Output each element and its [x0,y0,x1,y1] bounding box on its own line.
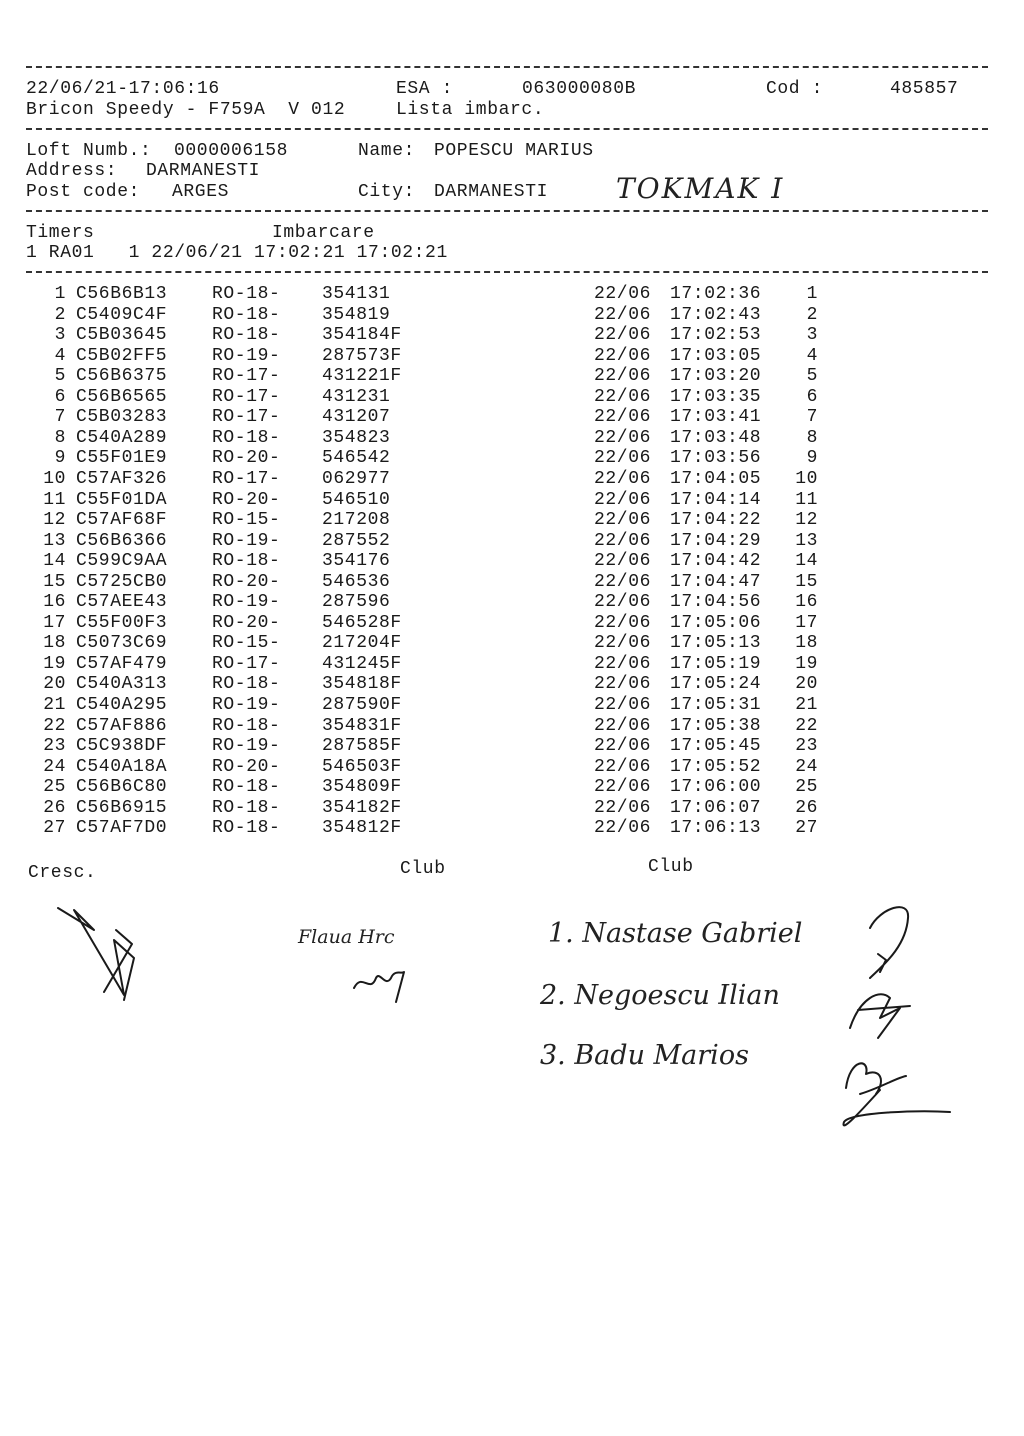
loft-label: Loft Numb.: [26,141,152,161]
chip-id: C57AF7D0 [76,818,168,839]
arrival-time: 17:06:13 [670,818,762,839]
position: 17 [795,612,818,633]
arrival-date: 22/06 [594,407,652,428]
position: 6 [806,386,818,407]
row-number: 27 [43,818,66,839]
row-number: 2 [54,304,66,325]
chip-id: C5073C69 [76,633,168,654]
arrival-date: 22/06 [594,715,652,736]
chip-id: C540A289 [76,427,168,448]
ring-number: 546536 [322,571,391,592]
device-info: Bricon Speedy - F759A V 012 [26,100,346,120]
chip-id: C57AF326 [76,468,168,489]
table-row [0,613,1024,633]
table-row [0,716,1024,736]
position: 25 [795,777,818,798]
ring-number: 062977 [322,468,391,489]
ring-number: 354176 [322,551,391,572]
arrival-time: 17:05:45 [670,736,762,757]
table-row [0,633,1024,653]
arrival-date: 22/06 [594,510,652,531]
ring-prefix: RO-18- [212,325,281,346]
ring-prefix: RO-17- [212,366,281,387]
ring-number: 431207 [322,407,391,428]
chip-id: C56B6366 [76,530,168,551]
club-handwriting: Flaua Hrc [298,926,395,948]
ring-number: 546542 [322,448,391,469]
row-number: 7 [54,407,66,428]
table-row [0,305,1024,325]
address-value: DARMANESTI [146,161,261,181]
chip-id: C599C9AA [76,551,168,572]
ring-number: 354131 [322,284,391,304]
arrival-time: 17:04:29 [670,530,762,551]
arrival-time: 17:04:56 [670,592,762,613]
name-value: POPESCU MARIUS [434,141,594,161]
ring-prefix: RO-19- [212,736,281,757]
row-number: 24 [43,756,66,777]
post-code-value: ARGES [172,182,230,202]
arrival-date: 22/06 [594,612,652,633]
position: 1 [806,284,818,304]
position: 15 [795,571,818,592]
arrival-time: 17:04:47 [670,571,762,592]
row-number: 6 [54,386,66,407]
table-row [0,510,1024,530]
chip-id: C540A18A [76,756,168,777]
ring-number: 546510 [322,489,391,510]
position: 8 [806,427,818,448]
timer-line: 1 RA01 1 22/06/21 17:02:21 17:02:21 [26,243,448,263]
committee-member-3: 3. Badu Marios [540,1040,749,1071]
chip-id: C56B6915 [76,797,168,818]
arrival-time: 17:03:41 [670,407,762,428]
table-row [0,592,1024,612]
cresc-label: Cresc. [28,863,97,883]
chip-id: C540A295 [76,695,168,715]
imbarcare-label: Imbarcare [272,223,375,243]
city-label: City: [358,182,416,202]
position: 26 [795,797,818,818]
ring-prefix: RO-17- [212,407,281,428]
arrival-date: 22/06 [594,736,652,757]
chip-id: C57AF886 [76,715,168,736]
esa-label: ESA : [396,79,454,99]
arrival-time: 17:06:00 [670,777,762,798]
chip-id: C540A313 [76,674,168,695]
chip-id: C55F00F3 [76,612,168,633]
list-title: Lista imbarc. [396,100,545,120]
arrival-time: 17:03:35 [670,386,762,407]
arrival-date: 22/06 [594,366,652,387]
row-number: 26 [43,797,66,818]
row-number: 1 [54,284,66,304]
ring-number: 431231 [322,386,391,407]
ring-prefix: RO-20- [212,489,281,510]
print-datetime: 22/06/21-17:06:16 [26,79,220,99]
row-number: 10 [43,468,66,489]
arrival-date: 22/06 [594,489,652,510]
row-number: 13 [43,530,66,551]
chip-id: C5725CB0 [76,571,168,592]
position: 20 [795,674,818,695]
club-signature [352,968,412,1004]
row-number: 15 [43,571,66,592]
ring-prefix: RO-18- [212,715,281,736]
table-row [0,346,1024,366]
ring-number: 354818F [322,674,402,695]
arrival-date: 22/06 [594,427,652,448]
chip-id: C5B03645 [76,325,168,346]
arrival-date: 22/06 [594,468,652,489]
ring-number: 287590F [322,695,402,715]
ring-number: 217204F [322,633,402,654]
position: 2 [806,304,818,325]
row-number: 23 [43,736,66,757]
ring-prefix: RO-18- [212,427,281,448]
row-number: 22 [43,715,66,736]
ring-prefix: RO-20- [212,571,281,592]
row-number: 18 [43,633,66,654]
handwritten-note: TOKMAK I [616,172,785,205]
address-label: Address: [26,161,118,181]
row-number: 21 [43,695,66,715]
row-number: 4 [54,345,66,366]
ring-prefix: RO-20- [212,756,281,777]
chip-id: C55F01E9 [76,448,168,469]
committee-signatures [840,898,950,1138]
arrival-time: 17:05:13 [670,633,762,654]
table-row [0,366,1024,386]
row-number: 5 [54,366,66,387]
arrival-time: 17:05:38 [670,715,762,736]
table-row [0,490,1024,510]
arrival-time: 17:04:22 [670,510,762,531]
separator [26,210,988,212]
ring-prefix: RO-17- [212,386,281,407]
chip-id: C5B02FF5 [76,345,168,366]
chip-id: C56B6B13 [76,284,168,304]
ring-number: 431245F [322,653,402,674]
ring-prefix: RO-19- [212,592,281,613]
chip-id: C57AF68F [76,510,168,531]
ring-number: 431221F [322,366,402,387]
position: 12 [795,510,818,531]
row-number: 11 [43,489,66,510]
position: 11 [795,489,818,510]
table-row [0,407,1024,427]
arrival-date: 22/06 [594,551,652,572]
arrival-time: 17:02:53 [670,325,762,346]
cod-value: 485857 [890,79,959,99]
club-label-2: Club [648,857,694,877]
row-number: 19 [43,653,66,674]
club-label-1: Club [400,859,446,879]
arrival-time: 17:02:43 [670,304,762,325]
loft-value: 0000006158 [174,141,289,161]
arrival-date: 22/06 [594,448,652,469]
table-row [0,757,1024,777]
arrival-time: 17:04:05 [670,468,762,489]
table-row [0,284,1024,304]
position: 9 [806,448,818,469]
arrival-time: 17:02:36 [670,284,762,304]
ring-prefix: RO-15- [212,633,281,654]
table-row [0,387,1024,407]
table-row [0,654,1024,674]
chip-id: C57AF479 [76,653,168,674]
ring-number: 354831F [322,715,402,736]
position: 19 [795,653,818,674]
arrival-date: 22/06 [594,633,652,654]
arrival-date: 22/06 [594,674,652,695]
table-row [0,428,1024,448]
row-number: 25 [43,777,66,798]
chip-id: C5B03283 [76,407,168,428]
arrival-date: 22/06 [594,756,652,777]
arrival-time: 17:05:52 [670,756,762,777]
row-number: 20 [43,674,66,695]
position: 4 [806,345,818,366]
ring-prefix: RO-18- [212,551,281,572]
breeder-signature [54,900,154,1010]
table-row [0,469,1024,489]
ring-prefix: RO-19- [212,530,281,551]
ring-number: 354812F [322,818,402,839]
arrival-time: 17:03:48 [670,427,762,448]
arrival-time: 17:03:05 [670,345,762,366]
arrival-date: 22/06 [594,695,652,715]
position: 22 [795,715,818,736]
ring-number: 354819 [322,304,391,325]
arrival-time: 17:06:07 [670,797,762,818]
position: 13 [795,530,818,551]
ring-number: 354809F [322,777,402,798]
arrival-date: 22/06 [594,284,652,304]
arrival-date: 22/06 [594,345,652,366]
separator [26,66,988,68]
ring-prefix: RO-17- [212,468,281,489]
ring-prefix: RO-20- [212,448,281,469]
name-label: Name: [358,141,416,161]
ring-number: 287585F [322,736,402,757]
chip-id: C55F01DA [76,489,168,510]
ring-prefix: RO-18- [212,818,281,839]
ring-prefix: RO-19- [212,695,281,715]
arrival-time: 17:04:42 [670,551,762,572]
esa-value: 063000080B [522,79,637,99]
table-row [0,736,1024,756]
arrival-date: 22/06 [594,386,652,407]
table-row [0,325,1024,345]
arrival-date: 22/06 [594,777,652,798]
table-row [0,818,1024,838]
ring-prefix: RO-17- [212,653,281,674]
ring-number: 546528F [322,612,402,633]
chip-id: C5409C4F [76,304,168,325]
position: 27 [795,818,818,839]
arrival-date: 22/06 [594,797,652,818]
ring-number: 287596 [322,592,391,613]
position: 16 [795,592,818,613]
row-number: 12 [43,510,66,531]
position: 23 [795,736,818,757]
table-row [0,531,1024,551]
ring-number: 354182F [322,797,402,818]
arrival-time: 17:05:24 [670,674,762,695]
committee-member-1: 1. Nastase Gabriel [548,918,803,949]
ring-number: 287552 [322,530,391,551]
chip-id: C56B6375 [76,366,168,387]
ring-number: 354184F [322,325,402,346]
arrival-time: 17:03:20 [670,366,762,387]
arrival-time: 17:05:06 [670,612,762,633]
ring-number: 354823 [322,427,391,448]
position: 24 [795,756,818,777]
arrival-time: 17:05:31 [670,695,762,715]
position: 10 [795,468,818,489]
separator [26,128,988,130]
arrival-time: 17:03:56 [670,448,762,469]
table-row [0,695,1024,715]
row-number: 8 [54,427,66,448]
ring-number: 287573F [322,345,402,366]
arrival-time: 17:05:19 [670,653,762,674]
separator [26,271,988,273]
arrival-date: 22/06 [594,653,652,674]
table-row [0,551,1024,571]
table-row [0,448,1024,468]
position: 18 [795,633,818,654]
chip-id: C56B6565 [76,386,168,407]
row-number: 14 [43,551,66,572]
timers-label: Timers [26,223,95,243]
row-number: 17 [43,612,66,633]
position: 14 [795,551,818,572]
city-value: DARMANESTI [434,182,549,202]
chip-id: C56B6C80 [76,777,168,798]
ring-prefix: RO-18- [212,304,281,325]
ring-prefix: RO-18- [212,777,281,798]
table-row [0,674,1024,694]
position: 21 [795,695,818,715]
position: 5 [806,366,818,387]
ring-number: 217208 [322,510,391,531]
position: 3 [806,325,818,346]
row-number: 3 [54,325,66,346]
arrival-date: 22/06 [594,571,652,592]
arrival-date: 22/06 [594,325,652,346]
table-row [0,777,1024,797]
ring-prefix: RO-18- [212,284,281,304]
chip-id: C57AEE43 [76,592,168,613]
committee-member-2: 2. Negoescu Ilian [540,980,780,1011]
position: 7 [806,407,818,428]
ring-number: 546503F [322,756,402,777]
arrival-time: 17:04:14 [670,489,762,510]
ring-prefix: RO-18- [212,797,281,818]
table-row [0,798,1024,818]
arrival-date: 22/06 [594,818,652,839]
arrival-date: 22/06 [594,592,652,613]
post-code-label: Post code: [26,182,141,202]
row-number: 9 [54,448,66,469]
table-row [0,572,1024,592]
ring-prefix: RO-20- [212,612,281,633]
cod-label: Cod : [766,79,824,99]
ring-prefix: RO-15- [212,510,281,531]
arrival-date: 22/06 [594,530,652,551]
ring-prefix: RO-18- [212,674,281,695]
row-number: 16 [43,592,66,613]
ring-prefix: RO-19- [212,345,281,366]
arrival-date: 22/06 [594,304,652,325]
chip-id: C5C938DF [76,736,168,757]
